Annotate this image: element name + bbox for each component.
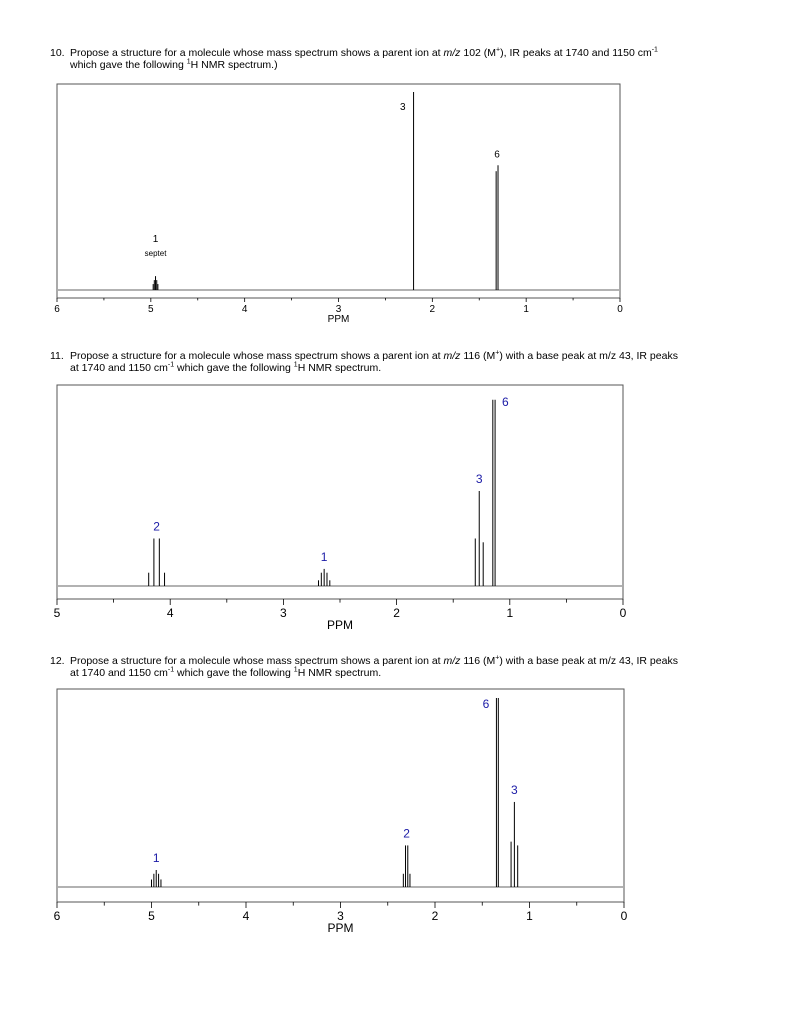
question-text: Propose a structure for a molecule whose mass spectrum shows a parent ion at m/z 116 (M+) with a base peak at m/z 43, IR peaks at 1740 and 1150 $cm^{-1}$ which gave the following $^1$H NMR spectrum. bbox=[70, 349, 678, 374]
tick-label: 3 bbox=[335, 304, 342, 315]
tick-label: 0 bbox=[617, 304, 623, 315]
integration-label: 1 bbox=[320, 549, 328, 564]
question-number: 11. bbox=[50, 350, 64, 362]
tick-label: 5 bbox=[148, 304, 154, 315]
tick-label: 2 bbox=[429, 304, 436, 315]
question-number: 12. bbox=[50, 655, 65, 667]
integration-label: 3 bbox=[511, 782, 518, 797]
tick-label: 4 bbox=[241, 304, 248, 315]
tick-label: 3 bbox=[337, 909, 344, 923]
tick-label: 1 bbox=[523, 304, 529, 315]
integration-label: 6 bbox=[482, 697, 490, 711]
tick-label: 2 bbox=[393, 606, 400, 620]
spectrum-frame bbox=[57, 689, 624, 902]
tick-label: 0 bbox=[620, 909, 628, 923]
integration-label: 6 bbox=[494, 149, 500, 161]
tick-label: 4 bbox=[166, 606, 174, 620]
tick-label: 4 bbox=[242, 909, 250, 923]
integration-label: 1 bbox=[152, 234, 159, 246]
tick-label: 6 bbox=[54, 304, 60, 315]
question-text: Propose a structure for a molecule whose mass spectrum shows a parent ion at m/z 102 (M+), IR peaks at 1740 and 1150 $cm^{-1}$ which gave the following $^1$H NMR spectrum.) bbox=[70, 46, 658, 71]
tick-label: 2 bbox=[431, 909, 439, 923]
question-number: 10. bbox=[50, 47, 65, 59]
tick-label: 1 bbox=[506, 606, 514, 620]
tick-label: 0 bbox=[619, 606, 627, 620]
tick-label: 5 bbox=[148, 909, 155, 923]
integration-label: 6 bbox=[501, 395, 509, 409]
tick-label: 6 bbox=[53, 909, 61, 923]
integration-label: 3 bbox=[475, 472, 483, 486]
integration-label: 2 bbox=[403, 826, 410, 841]
multiplicity-label: septet bbox=[144, 249, 167, 259]
x-axis-label: PPM bbox=[327, 921, 354, 935]
x-axis-label: PPM bbox=[327, 314, 350, 325]
integration-label: 2 bbox=[153, 519, 160, 534]
tick-label: 5 bbox=[53, 606, 61, 620]
x-axis-label: PPM bbox=[326, 618, 354, 632]
integration-label: 3 bbox=[400, 102, 406, 113]
question-text: Propose a structure for a molecule whose mass spectrum shows a parent ion at m/z 116 (M+) with a base peak at m/z 43, IR peaks at 1740 and 1150 $cm^{-1}$ which gave the following $^1$H NMR spectrum. bbox=[70, 654, 678, 679]
integration-label: 1 bbox=[152, 850, 160, 865]
tick-label: 1 bbox=[526, 909, 533, 923]
tick-label: 3 bbox=[280, 606, 287, 620]
